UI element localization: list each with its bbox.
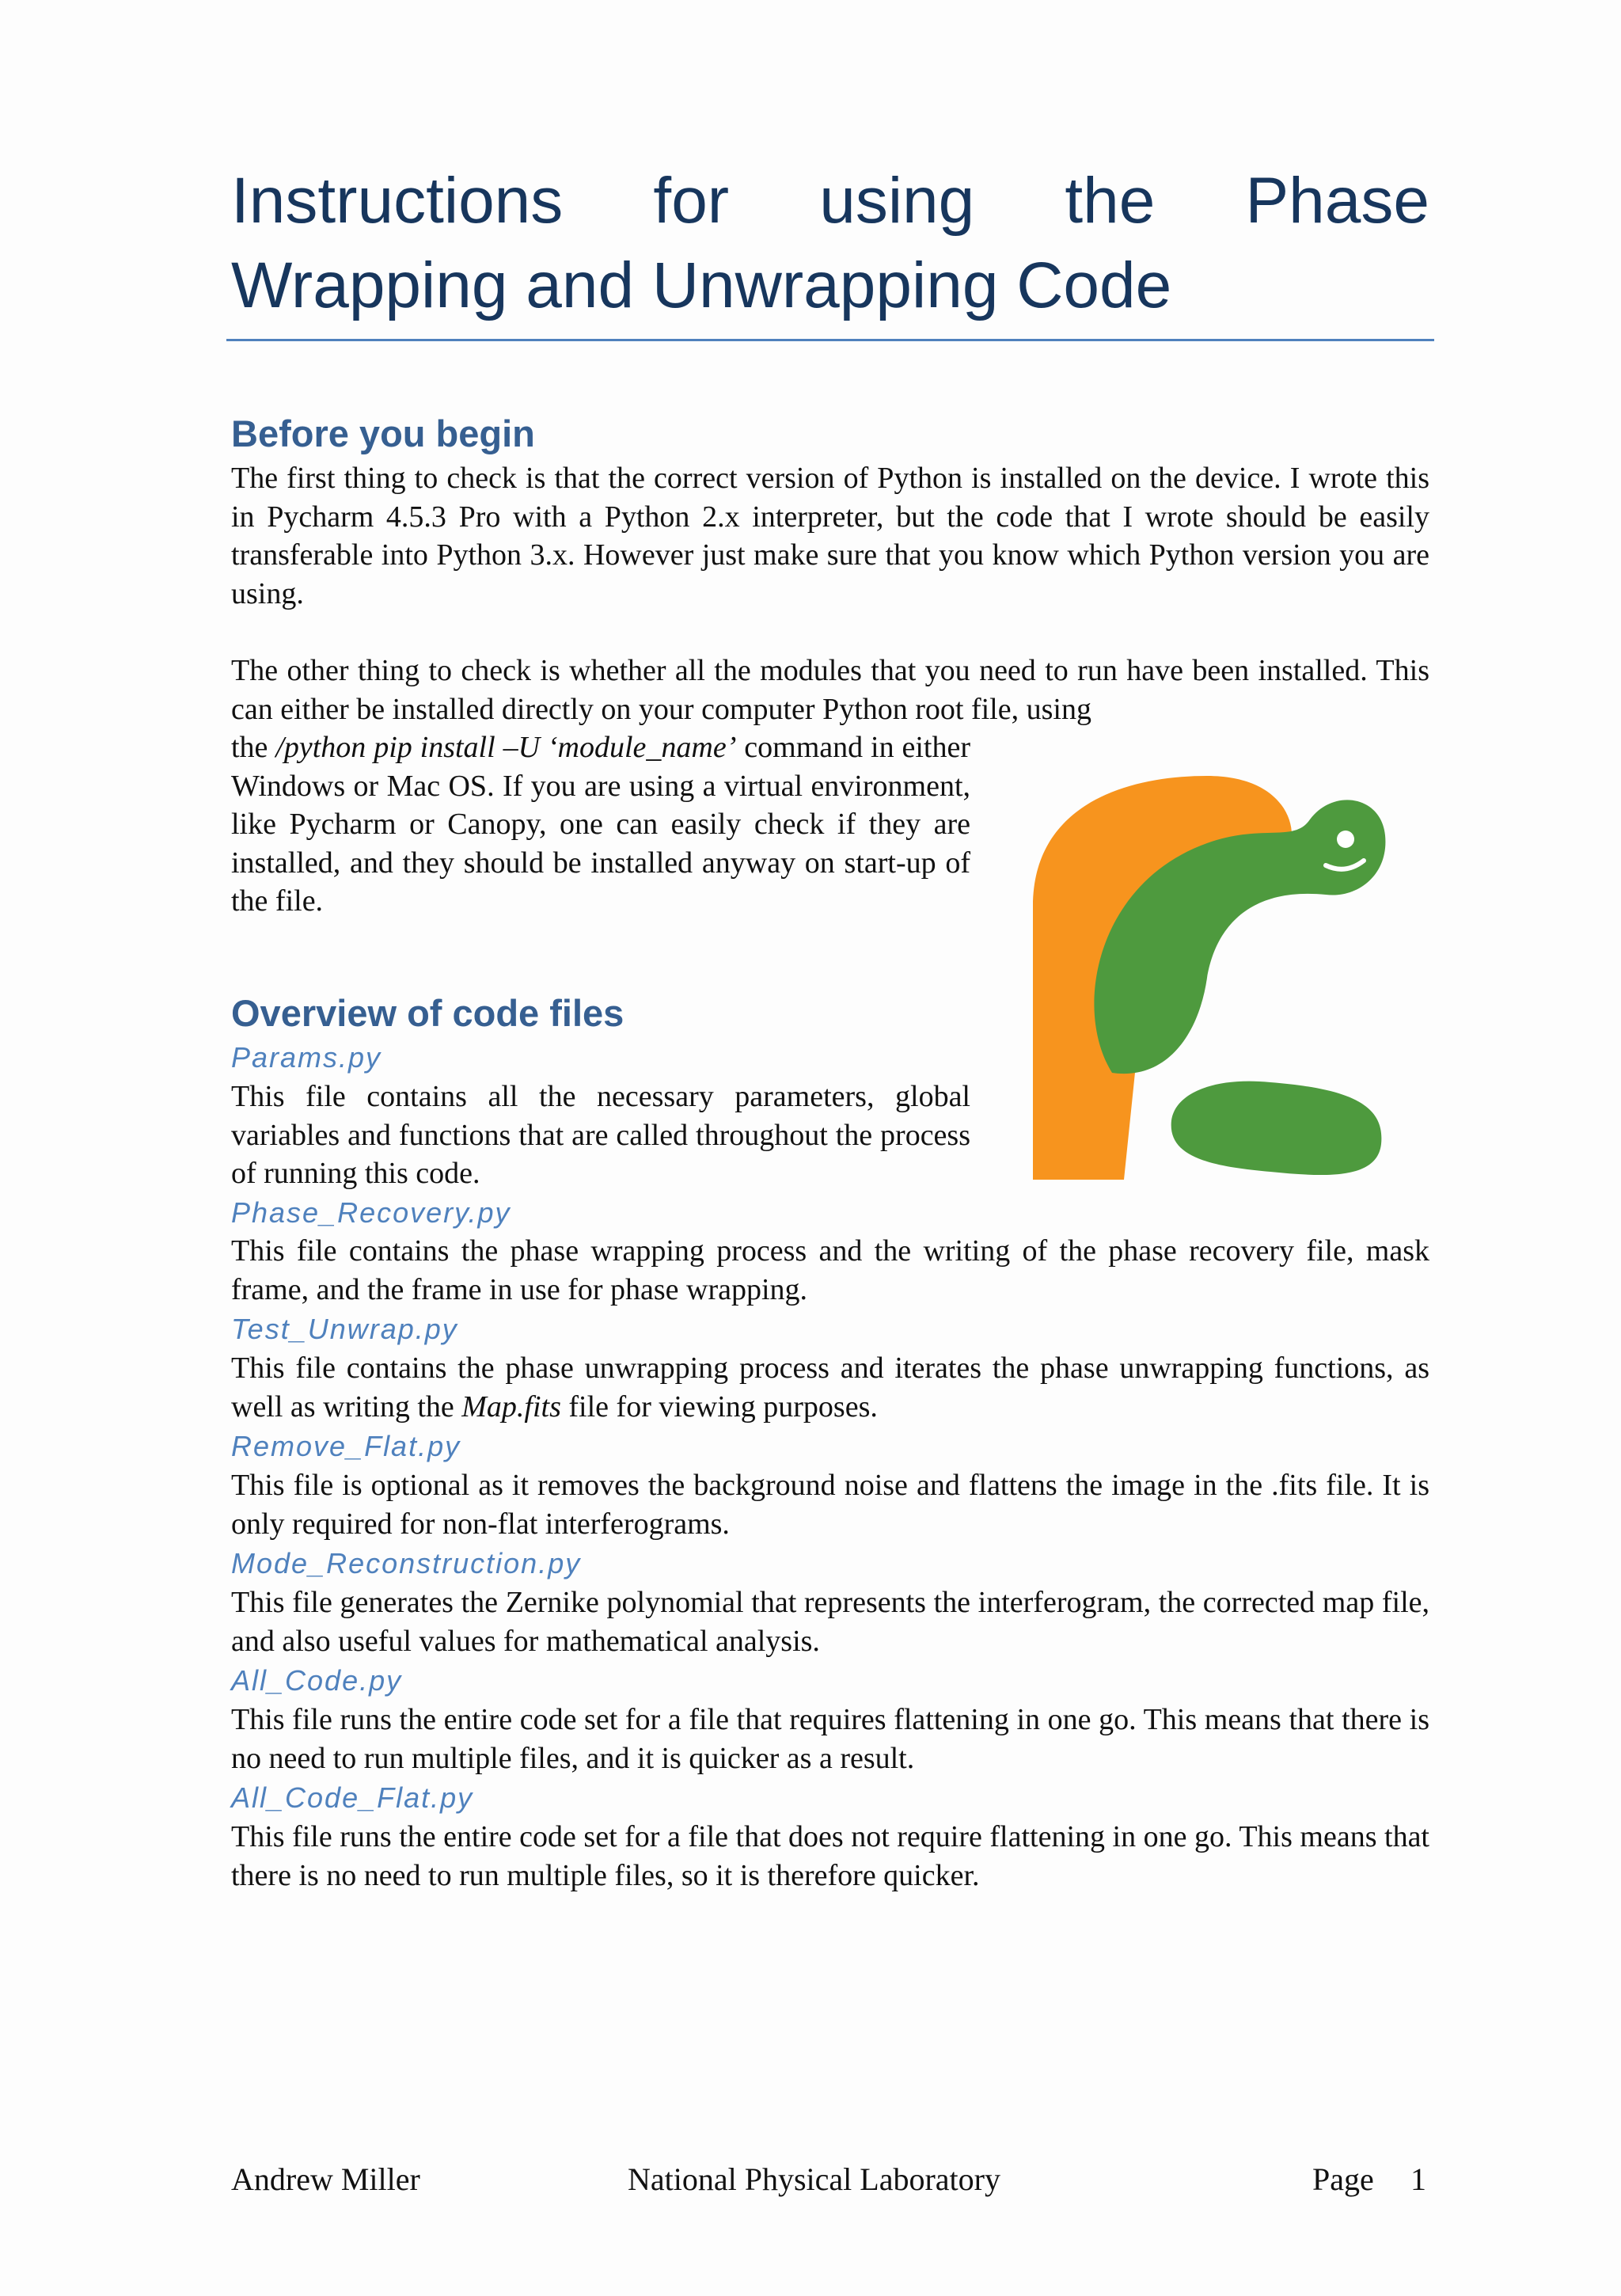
pycharm-logo-icon bbox=[1009, 772, 1397, 1180]
overview-heading: Overview of code files bbox=[231, 992, 624, 1034]
logo-eye bbox=[1337, 831, 1354, 848]
command-prefix: the bbox=[231, 731, 276, 764]
pip-command: /python pip install –U ‘module_name’ bbox=[275, 731, 737, 764]
title-divider bbox=[226, 339, 1434, 341]
file-desc-phase-recovery: This file contains the phase wrapping process and the writing of the phase recovery file, mask frame, and the frame in use for phase wrapping. bbox=[231, 1234, 1429, 1306]
command-suffix: command in either Windows or Mac OS. If you are using a virtual environment, like Pycharm or Canopy, one can easily check if they are installed, and they should be installed anyway on start-up of the file. bbox=[231, 731, 970, 918]
before-you-begin-heading: Before you begin bbox=[231, 412, 535, 454]
file-name-test-unwrap: Test_Unwrap.py bbox=[231, 1313, 458, 1345]
file-desc-remove-flat: This file is optional as it removes the background noise and flattens the image in the .fits file. It is only required for non-flat interferograms. bbox=[231, 1469, 1429, 1541]
file-name-phase-recovery: Phase_Recovery.py bbox=[231, 1196, 511, 1229]
test-unwrap-desc-pre: This file contains the phase unwrapping process and iterates the phase unwrapping functions, as well as writing the bbox=[231, 1351, 1429, 1424]
file-desc-params: This file contains all the necessary parameters, global variables and functions that are called throughout the process of running this code. bbox=[231, 1080, 970, 1190]
file-desc-test-unwrap bbox=[231, 1349, 1429, 1426]
footer-author: Andrew Miller bbox=[231, 2161, 420, 2197]
footer-page-number: 1 bbox=[1410, 2161, 1426, 2197]
document-title: Instructions for using the Phase Wrapping and Unwrapping Code bbox=[231, 165, 1429, 321]
file-name-all-code: All_Code.py bbox=[231, 1664, 403, 1697]
before-paragraph-1: The first thing to check is that the correct version of Python is installed on the device. I wrote this in Pycharm 4.5.3 Pro with a Python 2.x interpreter, but the code that I wrote should be easily transferable into Python 3.x. However just make sure that you know which Python version you are using. bbox=[231, 462, 1429, 610]
logo-green-foot bbox=[1171, 1081, 1382, 1175]
file-desc-mode-reconstruction: This file generates the Zernike polynomial that represents the interferogram, the corrected map file, and also useful values for mathematical analysis. bbox=[231, 1586, 1429, 1658]
before-paragraph-2-body bbox=[231, 728, 970, 921]
map-fits-filename: Map.fits bbox=[461, 1389, 561, 1424]
footer-page-label: Page bbox=[1312, 2161, 1374, 2197]
footer-organization: National Physical Laboratory bbox=[628, 2161, 1000, 2197]
file-name-mode-reconstruction: Mode_Reconstruction.py bbox=[231, 1547, 582, 1579]
test-unwrap-desc-post: file for viewing purposes. bbox=[560, 1389, 878, 1424]
file-name-remove-flat: Remove_Flat.py bbox=[231, 1430, 461, 1462]
file-desc-all-code-flat: This file runs the entire code set for a file that does not require flattening in one go. This means that there is no need to run multiple files, so it is therefore quicker. bbox=[231, 1820, 1429, 1892]
file-name-all-code-flat: All_Code_Flat.py bbox=[231, 1781, 474, 1814]
file-desc-all-code: This file runs the entire code set for a file that requires flattening in one go. This means that there is no need to run multiple files, and it is quicker as a result. bbox=[231, 1703, 1429, 1775]
before-paragraph-2-intro: The other thing to check is whether all the modules that you need to run have been installed. This can either be installed directly on your computer Python root file, using bbox=[231, 654, 1429, 726]
file-name-params: Params.py bbox=[231, 1041, 382, 1074]
